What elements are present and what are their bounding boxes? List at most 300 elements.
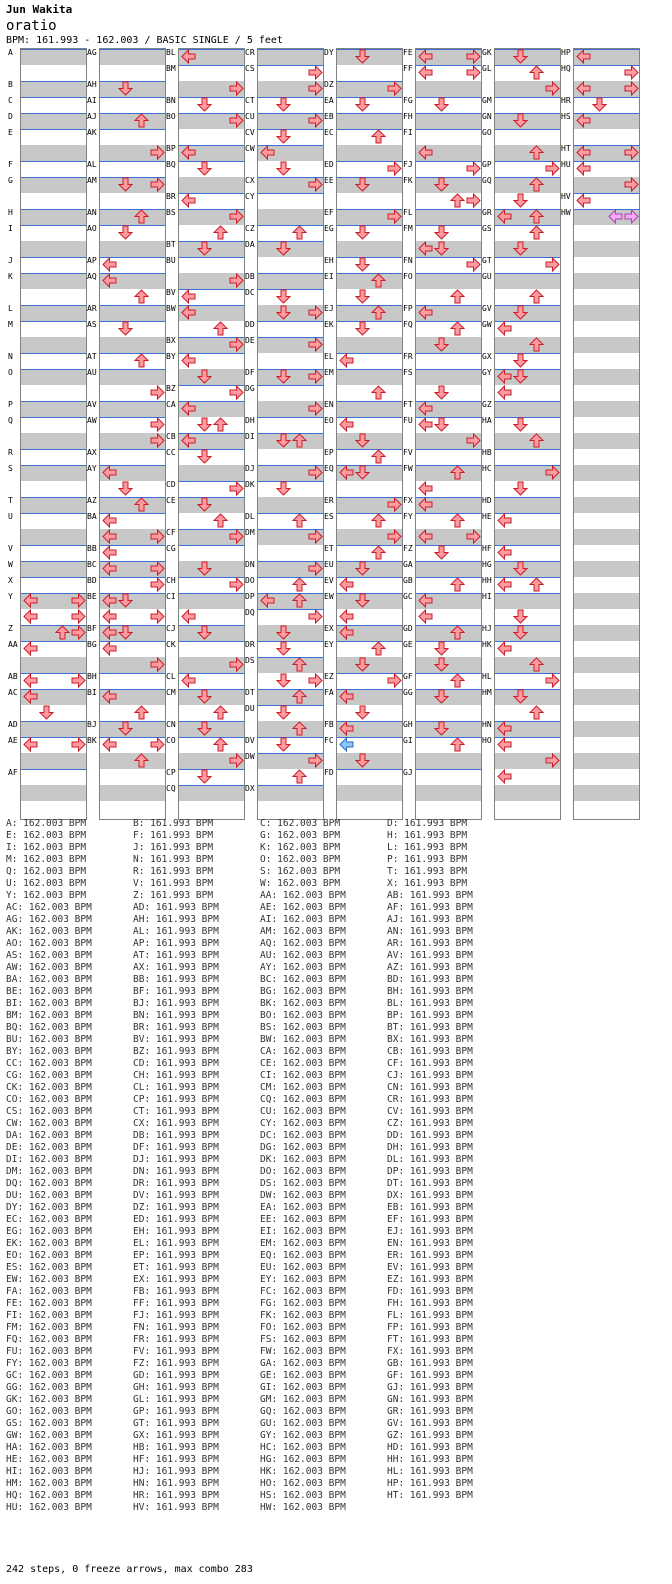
right-arrow-icon	[308, 305, 323, 320]
up-arrow-icon	[529, 65, 544, 80]
bpm-entry: HW: 162.003 BPM	[260, 1502, 346, 1513]
left-arrow-icon	[576, 193, 591, 208]
left-arrow-icon	[181, 609, 196, 624]
measure-label: C	[8, 96, 13, 105]
measure-label: I	[8, 224, 13, 233]
measure-label: AP	[87, 256, 97, 265]
chart-column	[573, 48, 640, 820]
up-arrow-icon	[292, 577, 307, 592]
up-arrow-icon	[450, 673, 465, 688]
measure-label: AS	[87, 320, 97, 329]
chart-footer: 242 steps, 0 freeze arrows, max combo 283	[6, 1564, 253, 1575]
bpm-entry: FT: 161.993 BPM	[387, 1334, 473, 1345]
up-arrow-icon	[371, 513, 386, 528]
right-arrow-icon	[545, 81, 560, 96]
right-arrow-icon	[308, 465, 323, 480]
up-arrow-icon	[529, 577, 544, 592]
right-arrow-icon	[308, 561, 323, 576]
left-arrow-icon	[102, 513, 117, 528]
down-arrow-icon	[434, 241, 449, 256]
bpm-entry: EE: 162.003 BPM	[260, 1214, 346, 1225]
down-arrow-icon	[118, 625, 133, 640]
up-arrow-icon	[134, 753, 149, 768]
measure-line	[337, 545, 402, 546]
up-arrow-icon	[450, 737, 465, 752]
beat-band	[574, 401, 639, 417]
measure-label: DH	[245, 416, 255, 425]
bpm-entry: ES: 162.003 BPM	[6, 1262, 92, 1273]
down-arrow-icon	[276, 129, 291, 144]
measure-label: DW	[245, 752, 255, 761]
measure-line	[258, 689, 323, 690]
measure-label: BU	[166, 256, 176, 265]
measure-label: BN	[166, 96, 176, 105]
measure-label: GC	[403, 592, 413, 601]
measure-line	[416, 577, 481, 578]
measure-label: FZ	[403, 544, 413, 553]
right-arrow-icon	[150, 609, 165, 624]
up-arrow-icon	[371, 545, 386, 560]
measure-label: FH	[403, 112, 413, 121]
beat-band	[495, 401, 560, 417]
beat-band	[258, 273, 323, 289]
measure-line	[21, 161, 86, 162]
measure-label: BA	[87, 512, 97, 521]
beat-band	[574, 753, 639, 769]
beat-band	[100, 305, 165, 321]
measure-label: FN	[403, 256, 413, 265]
right-arrow-icon	[150, 529, 165, 544]
measure-line	[21, 49, 86, 50]
beat-band	[495, 145, 560, 161]
measure-label: HG	[482, 560, 492, 569]
bpm-entry: E: 162.003 BPM	[6, 830, 87, 841]
measure-line	[100, 161, 165, 162]
bpm-entry: HP: 161.993 BPM	[387, 1478, 473, 1489]
bpm-entry: CS: 162.003 BPM	[6, 1106, 92, 1117]
bpm-entry: AB: 161.993 BPM	[387, 890, 473, 901]
down-arrow-icon	[197, 561, 212, 576]
up-arrow-icon	[292, 769, 307, 784]
bpm-entry: EX: 161.993 BPM	[133, 1274, 219, 1285]
bpm-entry: HB: 161.993 BPM	[133, 1442, 219, 1453]
bpm-entry: AZ: 161.993 BPM	[387, 962, 473, 973]
measure-label: AL	[87, 160, 97, 169]
measure-label: CP	[166, 768, 176, 777]
measure-label: AY	[87, 464, 97, 473]
down-arrow-icon	[355, 49, 370, 64]
measure-label: BG	[87, 640, 97, 649]
bpm-entry: EW: 162.003 BPM	[6, 1274, 92, 1285]
beat-band	[495, 273, 560, 289]
bpm-entry: GP: 161.993 BPM	[133, 1406, 219, 1417]
bpm-entry: CL: 161.993 BPM	[133, 1082, 219, 1093]
right-arrow-icon	[308, 337, 323, 352]
left-arrow-icon	[339, 353, 354, 368]
beat-band	[337, 369, 402, 385]
bpm-entry: FZ: 161.993 BPM	[133, 1358, 219, 1369]
beat-band	[21, 241, 86, 257]
measure-line	[100, 449, 165, 450]
right-arrow-icon	[466, 49, 481, 64]
measure-label: DJ	[245, 464, 255, 473]
bpm-entry: DD: 161.993 BPM	[387, 1130, 473, 1141]
bpm-entry: EJ: 161.993 BPM	[387, 1226, 473, 1237]
left-arrow-icon	[418, 497, 433, 512]
measure-line	[416, 113, 481, 114]
bpm-entry: CC: 162.003 BPM	[6, 1058, 92, 1069]
bpm-entry: GZ: 161.993 BPM	[387, 1430, 473, 1441]
measure-label: HL	[482, 672, 492, 681]
beat-band	[574, 273, 639, 289]
measure-label: AT	[87, 352, 97, 361]
bpm-entry: CH: 161.993 BPM	[133, 1070, 219, 1081]
bpm-entry: FJ: 161.993 BPM	[133, 1310, 219, 1321]
down-arrow-icon	[434, 721, 449, 736]
measure-label: CW	[245, 144, 255, 153]
measure-label: CQ	[166, 784, 176, 793]
measure-line	[21, 129, 86, 130]
measure-label: BE	[87, 592, 97, 601]
down-arrow-icon	[513, 481, 528, 496]
measure-label: GH	[403, 720, 413, 729]
right-arrow-icon	[308, 673, 323, 688]
left-arrow-icon	[260, 593, 275, 608]
measure-label: EO	[324, 416, 334, 425]
bpm-entry: BF: 161.993 BPM	[133, 986, 219, 997]
bpm-entry: AP: 161.993 BPM	[133, 938, 219, 949]
beat-band	[21, 657, 86, 673]
measure-line	[416, 561, 481, 562]
up-arrow-icon	[450, 625, 465, 640]
beat-band	[179, 785, 244, 801]
down-arrow-icon	[197, 241, 212, 256]
measure-label: DG	[245, 384, 255, 393]
measure-label: DM	[245, 528, 255, 537]
right-arrow-icon	[229, 337, 244, 352]
down-arrow-icon	[197, 769, 212, 784]
measure-label: AA	[8, 640, 18, 649]
bpm-entry: FB: 161.993 BPM	[133, 1286, 219, 1297]
bpm-entry: BR: 161.993 BPM	[133, 1022, 219, 1033]
measure-label: FI	[403, 128, 413, 137]
bpm-entry: DP: 161.993 BPM	[387, 1166, 473, 1177]
measure-line	[258, 273, 323, 274]
down-arrow-icon	[197, 721, 212, 736]
beat-band	[179, 177, 244, 193]
measure-label: BP	[166, 144, 176, 153]
right-arrow-icon	[545, 753, 560, 768]
measure-label: DP	[245, 592, 255, 601]
beat-band	[21, 369, 86, 385]
measure-label: EK	[324, 320, 334, 329]
bpm-entry: HT: 161.993 BPM	[387, 1490, 473, 1501]
right-arrow-icon	[308, 81, 323, 96]
measure-line	[100, 97, 165, 98]
beat-band	[100, 49, 165, 65]
up-arrow-icon	[213, 321, 228, 336]
song-title: oratio	[6, 18, 57, 34]
down-arrow-icon	[513, 561, 528, 576]
left-arrow-icon	[418, 609, 433, 624]
up-arrow-icon	[371, 273, 386, 288]
measure-label: J	[8, 256, 13, 265]
down-arrow-icon	[355, 561, 370, 576]
bpm-entry: K: 162.003 BPM	[260, 842, 341, 853]
down-arrow-icon	[197, 625, 212, 640]
beat-band	[416, 753, 481, 769]
bpm-entry: AS: 162.003 BPM	[6, 950, 92, 961]
left-arrow-icon	[181, 145, 196, 160]
bpm-entry: GK: 162.003 BPM	[6, 1394, 92, 1405]
right-arrow-icon	[71, 609, 86, 624]
bpm-entry: GQ: 162.003 BPM	[260, 1406, 346, 1417]
up-arrow-icon	[292, 721, 307, 736]
right-arrow-icon	[624, 65, 639, 80]
left-arrow-icon	[339, 609, 354, 624]
bpm-entry: HC: 162.003 BPM	[260, 1442, 346, 1453]
beat-band	[574, 305, 639, 321]
beat-band	[574, 529, 639, 545]
left-arrow-icon	[339, 417, 354, 432]
down-arrow-icon	[276, 673, 291, 688]
down-arrow-icon	[434, 689, 449, 704]
measure-label: DV	[245, 736, 255, 745]
right-arrow-icon	[308, 609, 323, 624]
measure-label: AE	[8, 736, 18, 745]
left-arrow-icon	[576, 145, 591, 160]
bpm-entry: HF: 161.993 BPM	[133, 1454, 219, 1465]
bpm-entry: BC: 162.003 BPM	[260, 974, 346, 985]
bpm-entry: AE: 162.003 BPM	[260, 902, 346, 913]
measure-label: FY	[403, 512, 413, 521]
up-arrow-icon	[134, 497, 149, 512]
measure-line	[495, 449, 560, 450]
beat-band	[416, 465, 481, 481]
measure-label: AG	[87, 48, 97, 57]
measure-label: CF	[166, 528, 176, 537]
bpm-entry: AW: 162.003 BPM	[6, 962, 92, 973]
beat-band	[495, 177, 560, 193]
measure-line	[21, 257, 86, 258]
measure-label: BJ	[87, 720, 97, 729]
bpm-entry: GM: 162.003 BPM	[260, 1394, 346, 1405]
measure-label: EH	[324, 256, 334, 265]
beat-band	[100, 337, 165, 353]
up-arrow-icon	[134, 113, 149, 128]
measure-label: FS	[403, 368, 413, 377]
down-arrow-icon	[434, 225, 449, 240]
down-arrow-icon	[118, 593, 133, 608]
measure-label: FK	[403, 176, 413, 185]
measure-label: GU	[482, 272, 492, 281]
measure-label: FO	[403, 272, 413, 281]
measure-line	[100, 129, 165, 130]
measure-label: P	[8, 400, 13, 409]
left-arrow-icon	[418, 305, 433, 320]
up-arrow-icon	[134, 289, 149, 304]
bpm-entry: DJ: 161.993 BPM	[133, 1154, 219, 1165]
bpm-entry: H: 161.993 BPM	[387, 830, 468, 841]
measure-label: FF	[403, 64, 413, 73]
measure-label: W	[8, 560, 13, 569]
bpm-entry: GE: 162.003 BPM	[260, 1370, 346, 1381]
up-arrow-icon	[450, 321, 465, 336]
right-arrow-icon	[466, 65, 481, 80]
right-arrow-icon	[150, 385, 165, 400]
measure-line	[21, 209, 86, 210]
measure-line	[179, 545, 244, 546]
measure-label: H	[8, 208, 13, 217]
beat-band	[574, 689, 639, 705]
up-arrow-icon	[371, 305, 386, 320]
bpm-entry: BK: 162.003 BPM	[260, 998, 346, 1009]
right-arrow-icon	[229, 113, 244, 128]
right-arrow-icon	[150, 737, 165, 752]
measure-label: FA	[324, 688, 334, 697]
right-arrow-icon	[308, 529, 323, 544]
bpm-entry: DA: 162.003 BPM	[6, 1130, 92, 1141]
up-arrow-icon	[371, 129, 386, 144]
measure-line	[21, 417, 86, 418]
measure-label: DD	[245, 320, 255, 329]
right-arrow-icon	[71, 673, 86, 688]
measure-label: BC	[87, 560, 97, 569]
measure-label: CC	[166, 448, 176, 457]
measure-label: FW	[403, 464, 413, 473]
down-arrow-icon	[197, 449, 212, 464]
left-arrow-icon	[181, 401, 196, 416]
measure-label: GS	[482, 224, 492, 233]
up-arrow-icon	[450, 513, 465, 528]
bpm-entry: AC: 162.003 BPM	[6, 902, 92, 913]
measure-label: HM	[482, 688, 492, 697]
bpm-entry: BO: 162.003 BPM	[260, 1010, 346, 1021]
bpm-entry: BD: 161.993 BPM	[387, 974, 473, 985]
measure-label: FM	[403, 224, 413, 233]
right-arrow-icon	[229, 529, 244, 544]
left-arrow-icon	[181, 49, 196, 64]
measure-label: CG	[166, 544, 176, 553]
down-arrow-icon	[276, 705, 291, 720]
left-arrow-icon	[418, 593, 433, 608]
down-arrow-icon	[118, 177, 133, 192]
bpm-entry: GO: 162.003 BPM	[6, 1406, 92, 1417]
left-arrow-icon	[102, 273, 117, 288]
left-arrow-icon	[418, 145, 433, 160]
measure-label: BS	[166, 208, 176, 217]
bpm-entry: HE: 162.003 BPM	[6, 1454, 92, 1465]
bpm-entry: DH: 161.993 BPM	[387, 1142, 473, 1153]
measure-label: GR	[482, 208, 492, 217]
measure-line	[21, 305, 86, 306]
measure-label: HR	[561, 96, 571, 105]
measure-label: AK	[87, 128, 97, 137]
bpm-entry: U: 162.003 BPM	[6, 878, 87, 889]
bpm-entry: BP: 161.993 BPM	[387, 1010, 473, 1021]
measure-label: EA	[324, 96, 334, 105]
measure-label: EI	[324, 272, 334, 281]
measure-label: CZ	[245, 224, 255, 233]
down-arrow-icon	[197, 369, 212, 384]
bpm-entry: GV: 161.993 BPM	[387, 1418, 473, 1429]
bpm-entry: DL: 161.993 BPM	[387, 1154, 473, 1165]
bpm-entry: BN: 161.993 BPM	[133, 1010, 219, 1021]
down-arrow-icon	[355, 97, 370, 112]
measure-label: CU	[245, 112, 255, 121]
bpm-entry: FW: 162.003 BPM	[260, 1346, 346, 1357]
measure-line	[416, 737, 481, 738]
bpm-entry: Y: 162.003 BPM	[6, 890, 87, 901]
measure-line	[495, 273, 560, 274]
measure-label: HK	[482, 640, 492, 649]
beat-band	[100, 401, 165, 417]
measure-label: EG	[324, 224, 334, 233]
bpm-entry: AJ: 161.993 BPM	[387, 914, 473, 925]
beat-band	[258, 209, 323, 225]
left-arrow-icon	[418, 241, 433, 256]
left-arrow-icon	[497, 385, 512, 400]
measure-label: Y	[8, 592, 13, 601]
measure-label: HB	[482, 448, 492, 457]
measure-label: ES	[324, 512, 334, 521]
right-arrow-icon	[150, 145, 165, 160]
measure-label: D	[8, 112, 13, 121]
bpm-entry: AA: 162.003 BPM	[260, 890, 346, 901]
measure-label: EY	[324, 640, 334, 649]
measure-label: HC	[482, 464, 492, 473]
bpm-entry: AQ: 162.003 BPM	[260, 938, 346, 949]
down-arrow-icon	[513, 625, 528, 640]
left-arrow-icon	[23, 673, 38, 688]
down-arrow-icon	[276, 305, 291, 320]
measure-label: DN	[245, 560, 255, 569]
beat-band	[574, 561, 639, 577]
bpm-entry: CQ: 162.003 BPM	[260, 1094, 346, 1105]
beat-band	[574, 625, 639, 641]
beat-band	[574, 593, 639, 609]
measure-label: AM	[87, 176, 97, 185]
bpm-entry: EZ: 161.993 BPM	[387, 1274, 473, 1285]
measure-label: DC	[245, 288, 255, 297]
bpm-entry: DY: 162.003 BPM	[6, 1202, 92, 1213]
bpm-entry: FF: 161.993 BPM	[133, 1298, 219, 1309]
bpm-entry: HR: 161.993 BPM	[133, 1490, 219, 1501]
measure-line	[495, 129, 560, 130]
measure-label: ED	[324, 160, 334, 169]
bpm-entry: CR: 161.993 BPM	[387, 1094, 473, 1105]
measure-label: BT	[166, 240, 176, 249]
up-arrow-icon	[55, 625, 70, 640]
bpm-entry: GU: 162.003 BPM	[260, 1418, 346, 1429]
measure-line	[416, 129, 481, 130]
bpm-entry: J: 161.993 BPM	[133, 842, 214, 853]
measure-label: DU	[245, 704, 255, 713]
measure-label: AN	[87, 208, 97, 217]
measure-label: EU	[324, 560, 334, 569]
measure-label: V	[8, 544, 13, 553]
bpm-entry: AH: 161.993 BPM	[133, 914, 219, 925]
down-arrow-icon	[513, 417, 528, 432]
measure-label: HT	[561, 144, 571, 153]
measure-line	[495, 177, 560, 178]
measure-line	[416, 769, 481, 770]
right-arrow-icon	[150, 417, 165, 432]
bpm-entry: HG: 162.003 BPM	[260, 1454, 346, 1465]
left-arrow-icon	[497, 545, 512, 560]
beat-band	[100, 113, 165, 129]
bpm-entry: GH: 161.993 BPM	[133, 1382, 219, 1393]
